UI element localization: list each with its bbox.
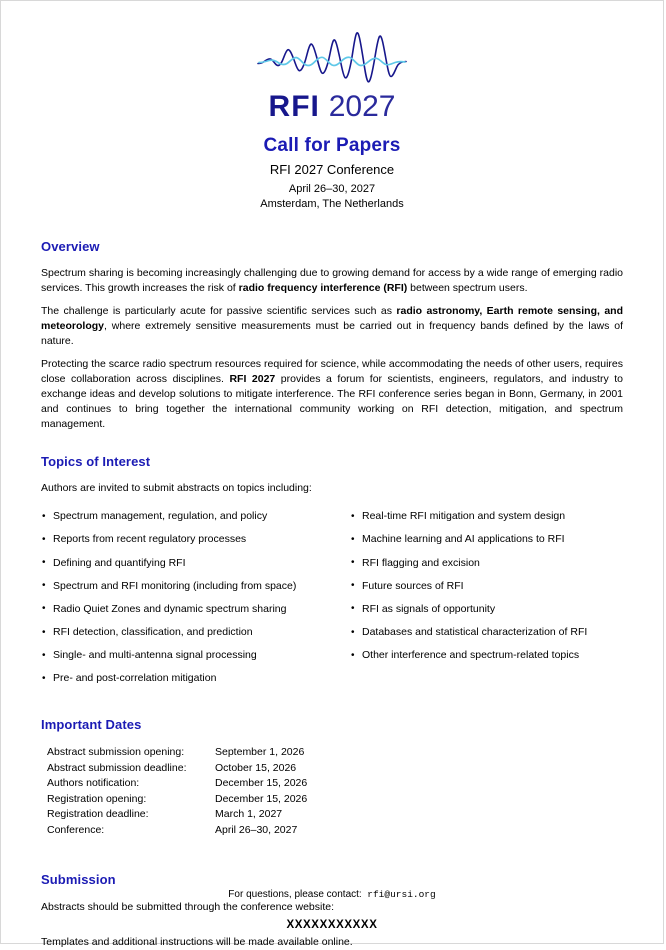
- date-value: December 15, 2026: [215, 777, 308, 790]
- text-run-2: provides a forum for scientists, engineers, regulators, and industry to exchange ideas and develop solutions to mitigate interference. The RFI conference series began in Bonn, Germany, in 2001 and continues to bring together the international community working on RFI detection, mitigation, and spectrum management.: [41, 372, 623, 430]
- conference-name: RFI 2027 Conference: [269, 161, 395, 177]
- submission-url[interactable]: XXXXXXXXXXX: [286, 918, 378, 931]
- text-run-1: radio astronomy, Earth remote sensing, and meteorology: [41, 305, 623, 333]
- logo-brand-bold: RFI: [268, 90, 320, 123]
- date-label: Abstract submission opening:: [47, 746, 185, 759]
- waveform-icon: [257, 27, 407, 93]
- section-heading-topics: Topics of Interest: [41, 454, 151, 470]
- topics-columns: [41, 510, 623, 695]
- section-heading-important-dates: Important Dates: [41, 717, 142, 733]
- date-label: Conference:: [47, 823, 105, 836]
- section-overview: [41, 239, 623, 431]
- important-dates-row: [47, 745, 307, 760]
- topic-list-item: • Other interference and spectrum-related topics: [350, 649, 623, 663]
- topic-list-item: • Single- and multi-antenna signal processing: [41, 649, 322, 663]
- important-dates-row: [47, 792, 307, 807]
- conference-location: Amsterdam, The Netherlands: [260, 198, 404, 211]
- important-dates-row: [47, 776, 307, 791]
- important-dates-row: [47, 807, 307, 822]
- logo-brand-year: 2027: [328, 90, 396, 123]
- logo-wordmark: [1, 91, 663, 123]
- topic-list-item: • RFI flagging and excision: [350, 557, 623, 571]
- overview-paragraph-3: [41, 357, 623, 432]
- text-run-0: The challenge is particularly acute for passive scientific services such as: [41, 305, 397, 318]
- conference-dates: April 26–30, 2027: [288, 182, 376, 195]
- date-label: Registration opening:: [47, 792, 147, 805]
- date-value: March 1, 2027: [215, 808, 283, 821]
- section-heading-overview: Overview: [41, 239, 100, 255]
- overview-paragraph-2: [41, 304, 623, 349]
- footer-prefix: For questions, please contact:: [228, 889, 362, 900]
- topics-column-left: [41, 510, 332, 695]
- text-run-2: , where extremely sensitive measurements must be carried out in frequency bands defined by the laws of nature.: [41, 320, 623, 347]
- topic-list-item: • RFI detection, classification, and prediction: [41, 626, 322, 640]
- footer-contact: [1, 889, 663, 900]
- title-block: [1, 135, 663, 214]
- topic-list-item: • Machine learning and AI applications to RFI: [350, 533, 623, 547]
- section-heading-submission: Submission: [41, 872, 116, 887]
- important-dates-row: [47, 761, 307, 776]
- topics-intro: Authors are invited to submit abstracts on topics including:: [41, 482, 312, 495]
- date-label: Registration deadline:: [47, 808, 149, 821]
- topic-list-item: • Reports from recent regulatory processes: [41, 533, 322, 547]
- text-run-1: RFI 2027: [229, 372, 276, 385]
- topic-list-item: • Defining and quantifying RFI: [41, 557, 322, 571]
- submission-note: Templates and additional instructions will be made available online.: [41, 935, 353, 948]
- section-important-dates: [41, 717, 623, 838]
- important-dates-row: [47, 823, 307, 838]
- topic-list-left: [41, 510, 322, 686]
- text-run-0: Protecting the scarce radio spectrum resources required for science, while accommodating the needs of other users, requires close collaboration across disciplines.: [41, 357, 623, 385]
- topic-list-item: • Future sources of RFI: [350, 580, 623, 594]
- page-title: Call for Papers: [263, 134, 401, 156]
- date-value: December 15, 2026: [215, 792, 308, 805]
- date-value: September 1, 2026: [215, 746, 305, 759]
- text-run-1: radio frequency interference (RFI): [238, 282, 408, 295]
- section-topics: [41, 454, 623, 695]
- text-run-0: Spectrum sharing is becoming increasingly challenging due to growing demand for access by a wide range of emerging radio services. This growth increases the risk of: [41, 267, 623, 295]
- date-value: October 15, 2026: [215, 761, 297, 774]
- topic-list-item: • Spectrum and RFI monitoring (including from space): [41, 580, 322, 594]
- text-run-2: between spectrum users.: [407, 282, 528, 295]
- overview-paragraph-1: [41, 266, 623, 296]
- footer-email[interactable]: rfi@ursi.org: [367, 889, 436, 900]
- date-value: April 26–30, 2027: [215, 823, 298, 836]
- topic-list-item: • Databases and statistical characterization of RFI: [350, 626, 623, 640]
- topics-column-right: [332, 510, 623, 695]
- topic-list-item: • RFI as signals of opportunity: [350, 603, 623, 617]
- date-label: Abstract submission deadline:: [47, 761, 187, 774]
- date-label: Authors notification:: [47, 777, 140, 790]
- submission-lead-text: Abstracts should be submitted through the conference website:: [41, 901, 335, 913]
- topic-list-right: [350, 510, 623, 662]
- section-submission: [41, 872, 623, 950]
- important-dates-body: [47, 745, 307, 838]
- document-content: [1, 239, 663, 949]
- conference-dates-location: [1, 182, 663, 214]
- topic-list-item: • Spectrum management, regulation, and policy: [41, 510, 322, 524]
- important-dates-table: [47, 745, 307, 838]
- topic-list-item: • Pre- and post-correlation mitigation: [41, 672, 322, 686]
- topic-list-item: • Real-time RFI mitigation and system design: [350, 510, 623, 524]
- topic-list-item: • Radio Quiet Zones and dynamic spectrum sharing: [41, 603, 322, 617]
- logo-block: [1, 1, 663, 123]
